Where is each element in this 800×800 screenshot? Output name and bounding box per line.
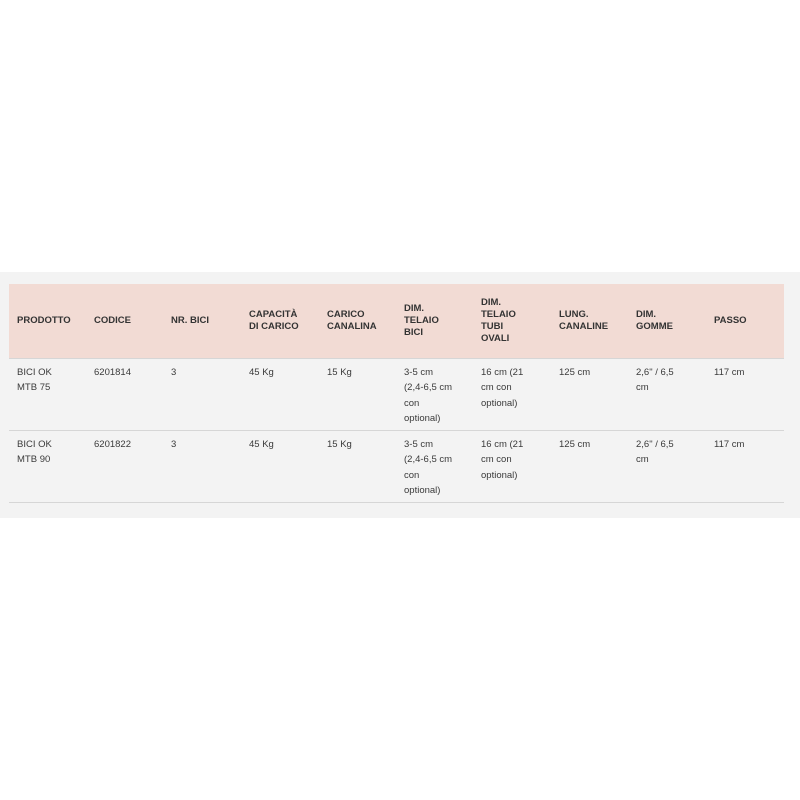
cell-dim-telaio-bici: 3-5 cm (2,4-6,5 cm con optional) bbox=[404, 366, 453, 424]
table-header-row bbox=[9, 284, 784, 358]
header-carico-canalina: CARICO CANALINA bbox=[327, 308, 377, 332]
product-spec-table bbox=[9, 284, 784, 503]
header-capacita-di-carico: CAPACITÀ DI CARICO bbox=[249, 308, 299, 332]
cell-nr-bici: 3 bbox=[171, 366, 177, 378]
header-prodotto: PRODOTTO bbox=[17, 314, 71, 326]
header-codice: CODICE bbox=[94, 314, 131, 326]
cell-passo: 117 cm bbox=[714, 438, 745, 450]
cell-nr-bici: 3 bbox=[171, 438, 177, 450]
header-passo: PASSO bbox=[714, 314, 747, 326]
table-row bbox=[9, 430, 784, 502]
header-nr-bici: NR. BICI bbox=[171, 314, 209, 326]
cell-dim-gomme: 2,6" / 6,5 cm bbox=[636, 366, 674, 393]
table-row bbox=[9, 358, 784, 430]
cell-dim-telaio-tubi-ovali: 16 cm (21 cm con optional) bbox=[481, 366, 524, 409]
cell-lung-canaline: 125 cm bbox=[559, 438, 591, 450]
cell-dim-telaio-bici: 3-5 cm (2,4-6,5 cm con optional) bbox=[404, 438, 453, 496]
cell-capacita-di-carico: 45 Kg bbox=[249, 366, 274, 378]
cell-dim-telaio-tubi-ovali: 16 cm (21 cm con optional) bbox=[481, 438, 524, 481]
cell-prodotto: BICI OK MTB 75 bbox=[17, 366, 52, 393]
cell-codice: 6201822 bbox=[94, 438, 131, 450]
cell-carico-canalina: 15 Kg bbox=[327, 438, 352, 450]
header-lung-canaline: LUNG. CANALINE bbox=[559, 308, 609, 332]
cell-carico-canalina: 15 Kg bbox=[327, 366, 352, 378]
cell-codice: 6201814 bbox=[94, 366, 131, 378]
cell-prodotto: BICI OK MTB 90 bbox=[17, 438, 52, 465]
cell-lung-canaline: 125 cm bbox=[559, 366, 591, 378]
header-dim-telaio-bici: DIM. TELAIO BICI bbox=[404, 302, 439, 338]
cell-dim-gomme: 2,6" / 6,5 cm bbox=[636, 438, 674, 465]
header-dim-gomme: DIM. GOMME bbox=[636, 308, 673, 332]
cell-capacita-di-carico: 45 Kg bbox=[249, 438, 274, 450]
header-dim-telaio-tubi-ovali: DIM. TELAIO TUBI OVALI bbox=[481, 296, 516, 344]
cell-passo: 117 cm bbox=[714, 366, 745, 378]
